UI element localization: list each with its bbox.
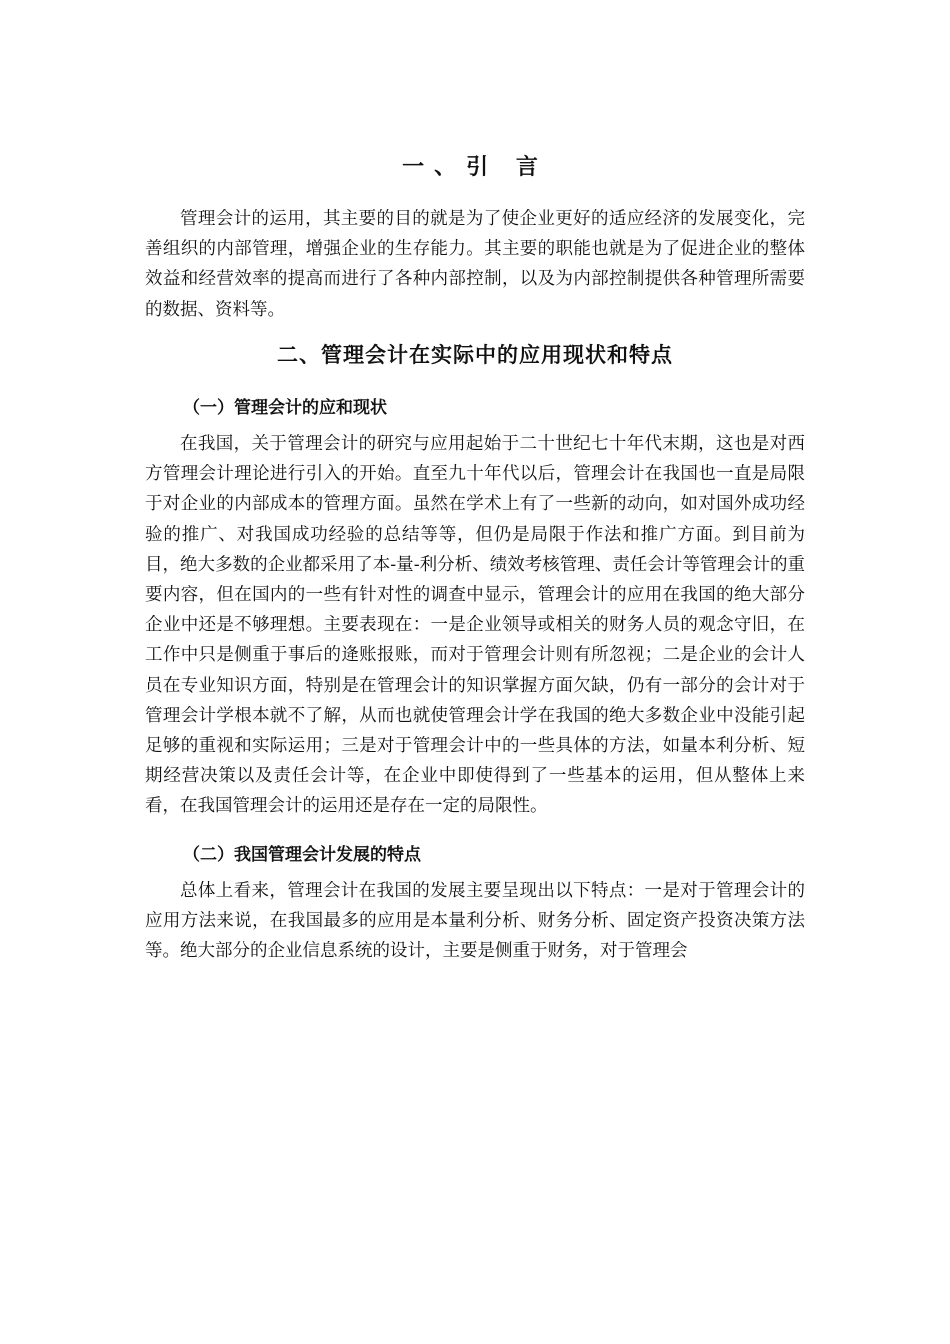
paragraph-introduction: 管理会计的运用，其主要的目的就是为了使企业更好的适应经济的发展变化，完善组织的内部管理，增强企业的生存能力。其主要的职能也就是为了促进企业的整体效益和经营效率的提高而进行了各种内部控制，以及为内部控制提供各种管理所需要的数据、资料等。	[145, 209, 805, 320]
subsection-heading-current-status: （一）管理会计的应和现状	[183, 398, 387, 418]
subsection-heading-characteristics: （二）我国管理会计发展的特点	[183, 845, 421, 865]
section-heading-introduction: 一、引 言	[402, 155, 548, 180]
paragraph-characteristics: 总体上看来，管理会计在我国的发展主要呈现出以下特点：一是对于管理会计的应用方法来说，在我国最多的应用是本量利分析、财务分析、固定资产投资决策方法等。绝大部分的企业信息系统的设计，主要是侧重于财务，对于管理会	[145, 881, 805, 962]
section-heading-application-status: 二、管理会计在实际中的应用现状和特点	[277, 343, 673, 367]
paragraph-current-status: 在我国，关于管理会计的研究与应用起始于二十世纪七十年代末期，这也是对西方管理会计理论进行引入的开始。直至九十年代以后，管理会计在我国也一直是局限于对企业的内部成本的管理方面。虽然在学术上有了一些新的动向，如对国外成功经验的推广、对我国成功经验的总结等等，但仍是局限于作法和推广方面。到目前为目，绝大多数的企业都采用了本-量-利分析、绩效考核管理、责任会计等管理会计的重要内容，但在国内的一些有针对性的调查中显示，管理会计的应用在我国的绝大部分企业中还是不够理想。主要表现在：一是企业领导或相关的财务人员的观念守旧，在工作中只是侧重于事后的逄账报账，而对于管理会计则有所忽视；二是企业的会计人员在专业知识方面，特别是在管理会计的知识掌握方面欠缺，仍有一部分的会计对于管理会计学根本就不了解，从而也就使管理会计学在我国的绝大多数企业中没能引起足够的重视和实际运用；三是对于管理会计中的一些具体的方法，如量本利分析、短期经营决策以及责任会计等，在企业中即使得到了一些基本的运用，但从整体上来看，在我国管理会计的运用还是存在一定的局限性。	[145, 434, 805, 817]
